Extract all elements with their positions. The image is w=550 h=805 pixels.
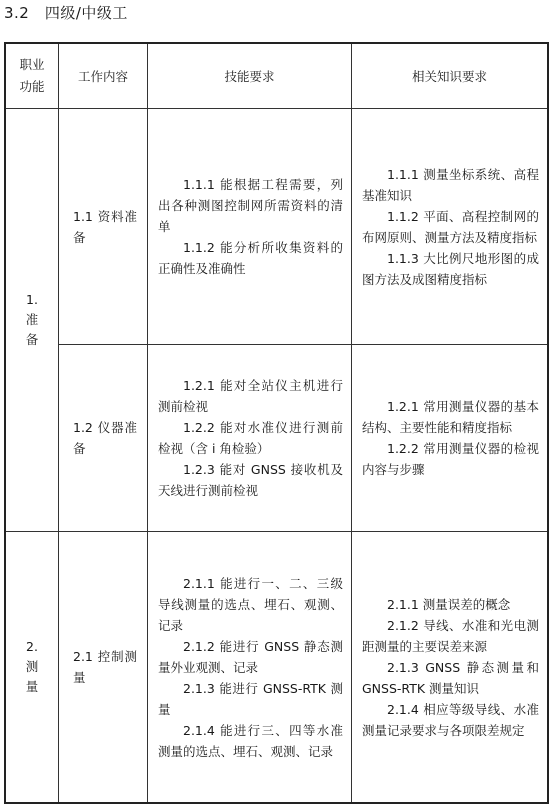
- work-cell: [59, 109, 148, 345]
- table-header-row: [5, 43, 548, 109]
- function-cell: [5, 532, 59, 804]
- skill-item: 1.1.1 能根据工程需要，列出各种测图控制网所需资料的清单: [158, 177, 343, 234]
- skills-table: [4, 42, 549, 804]
- work-label: 1.1 资料准备: [73, 208, 137, 245]
- knowledge-cell: [352, 109, 549, 345]
- skill-cell: [148, 532, 352, 804]
- knowledge-item: 1.2.2 常用测量仪器的检视内容与步骤: [362, 441, 539, 477]
- function-label: 2.测量: [25, 639, 39, 694]
- header-work: 工作内容: [59, 43, 148, 109]
- skill-item: 2.1.3 能进行 GNSS-RTK 测量: [158, 680, 343, 717]
- skill-item: 2.1.2 能进行 GNSS 静态测量外业观测、记录: [158, 638, 343, 675]
- knowledge-item: 2.1.2 导线、水准和光电测距测量的主要误差来源: [362, 617, 539, 654]
- work-cell: [59, 532, 148, 804]
- knowledge-item: 2.1.1 测量误差的概念: [387, 596, 511, 612]
- skill-item: 1.2.1 能对全站仪主机进行测前检视: [158, 378, 343, 414]
- work-label: 2.1 控制测量: [73, 649, 137, 685]
- knowledge-cell: [352, 345, 549, 532]
- table-row: [5, 345, 548, 532]
- skill-item: 1.2.3 能对 GNSS 接收机及天线进行测前检视: [158, 462, 343, 498]
- skill-item: 1.1.2 能分析所收集资料的正确性及准确性: [158, 240, 343, 276]
- table-row: [5, 109, 548, 345]
- skill-cell: [148, 345, 352, 532]
- knowledge-item: 2.1.4 相应等级导线、水准测量记录要求与各项限差规定: [362, 701, 539, 738]
- skill-item: 2.1.1 能进行一、二、三级导线测量的选点、埋石、观测、记录: [158, 575, 343, 633]
- header-knowledge: 相关知识要求: [352, 43, 549, 109]
- knowledge-item: 2.1.3 GNSS 静态测量和 GNSS-RTK 测量知识: [362, 659, 539, 696]
- knowledge-item: 1.1.1 测量坐标系统、高程基准知识: [362, 166, 539, 203]
- function-label: 1.准备: [25, 292, 39, 347]
- header-function: 职业功能: [5, 43, 59, 109]
- knowledge-cell: [352, 532, 549, 804]
- knowledge-item: 1.1.3 大比例尺地形图的成图方法及成图精度指标: [362, 250, 539, 287]
- section-heading: 3.2 四级/中级工: [4, 4, 128, 22]
- work-label: 1.2 仪器准备: [73, 420, 137, 456]
- work-cell: [59, 345, 148, 532]
- knowledge-item: 1.2.1 常用测量仪器的基本结构、主要性能和精度指标: [362, 399, 539, 435]
- skill-item: 1.2.2 能对水准仪进行测前检视（含 i 角检验）: [158, 420, 343, 456]
- knowledge-item: 1.1.2 平面、高程控制网的布网原则、测量方法及精度指标: [362, 208, 539, 245]
- skill-item: 2.1.4 能进行三、四等水准测量的选点、埋石、观测、记录: [158, 722, 343, 759]
- header-skill: 技能要求: [148, 43, 352, 109]
- function-cell: [5, 109, 59, 532]
- table-row: [5, 532, 548, 804]
- skill-cell: [148, 109, 352, 345]
